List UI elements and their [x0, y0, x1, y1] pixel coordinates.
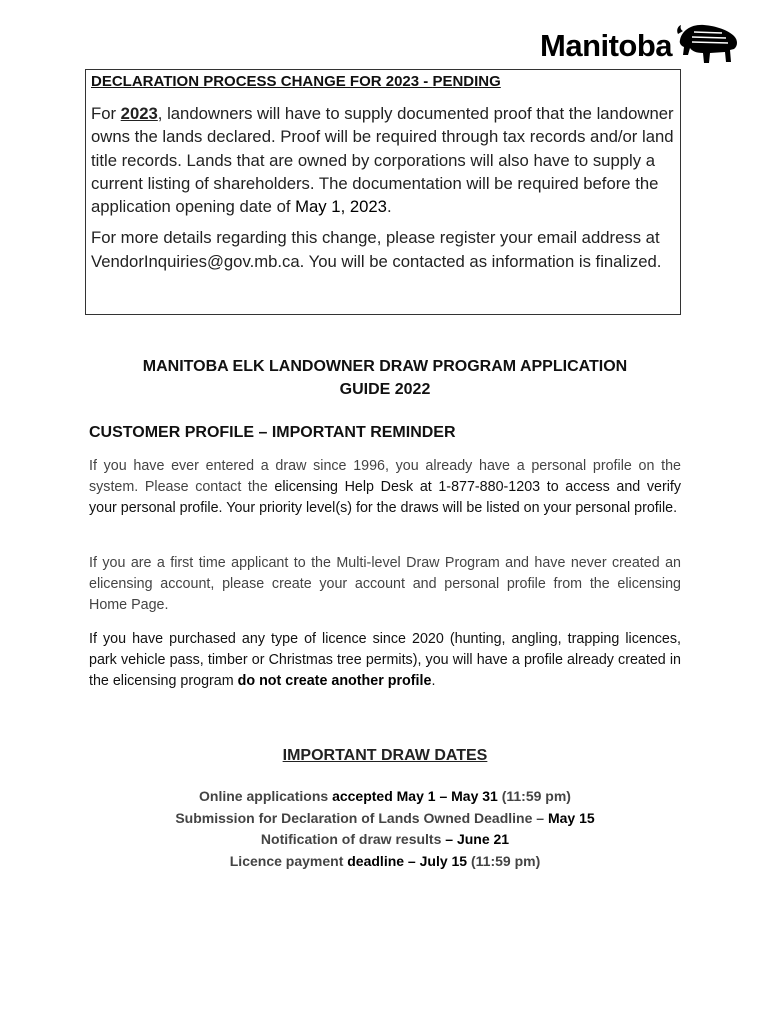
draw-dates-heading: IMPORTANT DRAW DATES — [282, 747, 488, 764]
text: Notification of draw results — [260, 831, 446, 848]
customer-profile-heading: CUSTOMER PROFILE – IMPORTANT REMINDER — [89, 424, 456, 441]
profile-paragraph-3 — [89, 629, 681, 691]
profile-paragraph-1 — [89, 456, 681, 518]
year-highlight: 2023 — [120, 104, 158, 123]
declaration-title — [91, 72, 676, 92]
text: If you have purchased any type of licence since 2020 (hunting, angling, trapping licences, park vehicle pass, timber or Christmas tree permits), you will have a profile already created in the elicensing program — [89, 631, 681, 689]
date: – June 21 — [445, 831, 510, 848]
manitoba-logo — [540, 22, 740, 68]
text: Submission for Declaration of Lands Owned Deadline – — [175, 809, 548, 826]
profile-paragraph-2: If you are a first time applicant to the Multi-level Draw Program and have never created an elicensing account, please create your account and personal profile from the elicensing Home Page. — [89, 555, 681, 613]
guide-title-line-2: GUIDE 2022 — [339, 381, 431, 398]
draw-dates-list — [85, 786, 685, 872]
declaration-title-text: DECLARATION PROCESS CHANGE FOR 2023 - — [91, 73, 433, 90]
text: . — [386, 197, 392, 217]
declaration-status: PENDING — [432, 73, 501, 90]
date: deadline – July 15 — [347, 852, 468, 869]
date-line-declaration — [85, 808, 685, 830]
opening-date: May 1, 2023 — [295, 197, 387, 217]
date: May 15 — [547, 809, 595, 826]
text: (11:59 pm) — [467, 852, 541, 869]
guide-title — [85, 355, 685, 401]
logo-text: Manitoba — [540, 28, 673, 63]
date-range: accepted May 1 – May 31 — [332, 788, 498, 804]
guide-title-line-1: MANITOBA ELK LANDOWNER DRAW PROGRAM APPLICATION — [142, 358, 628, 375]
date-line-applications — [85, 786, 685, 808]
text: For — [91, 104, 121, 123]
text: Online applications — [199, 788, 333, 804]
help-desk-text: elicensing Help Desk at 1-877-880-1203 to access and verify your personal profile. Your priority level(s) for the draws will be listed on your personal profile. — [89, 478, 681, 516]
date-line-payment — [85, 851, 685, 873]
bison-icon — [676, 22, 740, 66]
declaration-paragraph-2: For more details regarding this change, please register your email address at VendorInquiries@gov.mb.ca. You will be contacted as information is finalized. — [91, 228, 662, 271]
text: (11:59 pm) — [497, 788, 571, 804]
date-line-notification — [85, 829, 685, 851]
text: Licence payment — [229, 852, 348, 869]
warning-text: do not create another profile — [237, 672, 432, 689]
declaration-notice — [85, 69, 681, 315]
declaration-paragraph-1 — [91, 102, 676, 218]
text: , landowners will have to supply documented proof that the landowner owns the lands declared. Proof will be required through tax records and/or land title records. Lands that are owned by corporations will also have to supply a current listing of shareholders. The documentation will be required before the application opening date of — [91, 104, 674, 217]
text: If you have ever entered a draw since 1996, you already have a personal profile on the system. Please contact the — [89, 458, 681, 495]
text: . — [431, 672, 436, 689]
